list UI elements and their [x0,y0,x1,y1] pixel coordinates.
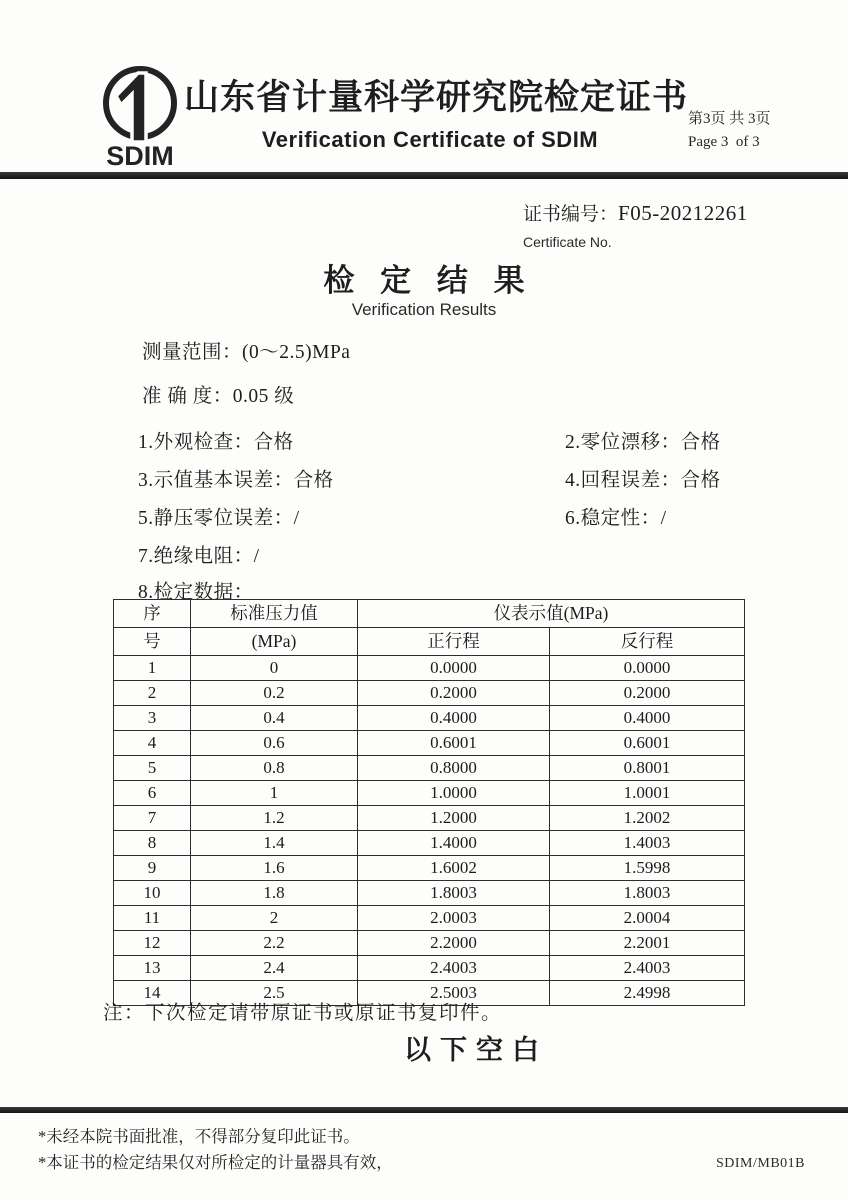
header-rule [0,172,848,179]
footer-rule [0,1107,848,1113]
table-cell: 1.8003 [358,881,550,906]
certificate-number-value: F05-20212261 [618,201,748,225]
header-seq-top: 序 [114,600,191,628]
table-row [114,656,745,681]
table-cell: 0.6001 [550,731,745,756]
table-cell: 0.6 [191,731,358,756]
table-cell: 12 [114,931,191,956]
table-header [114,600,745,656]
table-cell: 0.2 [191,681,358,706]
table-row [114,681,745,706]
footer-note-1: *未经本院书面批准，不得部分复印此证书。 [38,1127,360,1146]
table-cell: 1.2002 [550,806,745,831]
table-header-row-1 [114,600,745,628]
section-title-en: Verification Results [351,300,497,319]
header-reverse-stroke: 反行程 [550,628,745,656]
table-cell: 1.4003 [550,831,745,856]
sdim-logo-text: SDIM [106,141,174,171]
header-title-block [184,70,689,153]
header-indication-span: 仪表示值(MPa) [358,600,745,628]
table-cell: 0.2000 [358,681,550,706]
form-code: SDIM/MB01B [716,1156,806,1171]
table-cell: 10 [114,881,191,906]
table-row [114,881,745,906]
table-cell: 1.6002 [358,856,550,881]
table-cell: 1.2000 [358,806,550,831]
table-row [114,756,745,781]
table-cell: 0.4000 [358,706,550,731]
field-accuracy-class: 准 确 度：0.05 级 [142,386,295,407]
table-cell: 2.2000 [358,931,550,956]
table-cell: 1.8003 [550,881,745,906]
table-cell: 1.2 [191,806,358,831]
result-item-insulation: 7.绝缘电阻：/ [138,546,260,567]
table-cell: 0.0000 [550,656,745,681]
table-row [114,931,745,956]
sdim-logo [86,60,194,172]
table-cell: 2 [114,681,191,706]
verification-data-table [113,599,745,1006]
table-cell: 1.0001 [550,781,745,806]
table-cell: 7 [114,806,191,831]
header-standard-pressure: 标准压力值 [191,600,358,628]
table-row [114,906,745,931]
table-cell: 1.8 [191,881,358,906]
footer-note-2: *本证书的检定结果仅对所检定的计量器具有效， [38,1153,393,1173]
table-cell: 11 [114,906,191,931]
table-cell: 9 [114,856,191,881]
table-cell: 13 [114,956,191,981]
org-title-en: Verification Certificate of SDIM [261,127,599,152]
table-cell: 0.6001 [358,731,550,756]
table-cell: 2.4003 [550,956,745,981]
table-cell: 4 [114,731,191,756]
section-title-zh: 检 定 结 果 [323,263,534,298]
certificate-number-label-zh: 证书编号： [523,204,619,225]
blank-below-mark: 以下空白 [404,1035,548,1065]
result-item-static-zero-error: 5.静压零位误差：/ [138,508,300,529]
table-cell: 2.4 [191,956,358,981]
header-unit-mpa: (MPa) [191,628,358,656]
table-row [114,806,745,831]
result-item-basic-error: 3.示值基本误差：合格 [138,470,334,491]
table-cell: 0.8 [191,756,358,781]
table-cell: 1.6 [191,856,358,881]
result-item-zero-drift: 2.零位漂移：合格 [565,432,721,453]
table-cell: 1.4000 [358,831,550,856]
table-cell: 1.4 [191,831,358,856]
table-cell: 2.5 [191,981,358,1006]
table-cell: 2.0003 [358,906,550,931]
page-number-zh: 第3页 共 3页 [688,111,771,127]
table-row [114,856,745,881]
page-info [688,108,771,155]
table-cell: 0.4 [191,706,358,731]
table-cell: 2.4998 [550,981,745,1006]
header-forward-stroke: 正行程 [358,628,550,656]
org-title-zh: 山东省计量科学研究院检定证书 [184,78,689,117]
certificate-number-label-en: Certificate No. [523,234,612,250]
table-cell: 0.8000 [358,756,550,781]
table-row [114,731,745,756]
header-seq-bottom: 号 [114,628,191,656]
result-item-appearance: 1.外观检查：合格 [138,432,294,453]
footer-notes [38,1124,393,1177]
page-number-en: Page 3 of 3 [688,134,760,151]
table-row [114,831,745,856]
table-cell: 14 [114,981,191,1006]
table-cell: 0.0000 [358,656,550,681]
table-cell: 6 [114,781,191,806]
sdim-logo-icon [86,60,194,172]
certificate-number-line [523,199,748,226]
table-row [114,781,745,806]
table-cell: 0.4000 [550,706,745,731]
table-cell: 1 [114,656,191,681]
table-cell: 0.8001 [550,756,745,781]
table-cell: 1.5998 [550,856,745,881]
result-item-stability: 6.稳定性：/ [565,508,667,529]
table-cell: 0 [191,656,358,681]
table-cell: 2.2 [191,931,358,956]
table-cell: 5 [114,756,191,781]
note-line: 注：下次检定请带原证书或原证书复印件。 [103,1003,503,1024]
table-cell: 8 [114,831,191,856]
table-cell: 2.4003 [358,956,550,981]
table-row [114,706,745,731]
table-cell: 2 [191,906,358,931]
certificate-number-block [523,199,748,250]
table-cell: 2.0004 [550,906,745,931]
table-cell: 2.2001 [550,931,745,956]
table-cell: 1.0000 [358,781,550,806]
result-item-verification-data: 8.检定数据： [138,582,254,603]
table-header-row-2 [114,628,745,656]
field-measuring-range: 测量范围：(0～2.5)MPa [142,342,351,363]
table-cell: 1 [191,781,358,806]
result-item-hysteresis: 4.回程误差：合格 [565,470,721,491]
table-body [114,656,745,1006]
table-cell: 3 [114,706,191,731]
table-cell: 0.2000 [550,681,745,706]
table-row [114,956,745,981]
table-cell: 2.5003 [358,981,550,1006]
